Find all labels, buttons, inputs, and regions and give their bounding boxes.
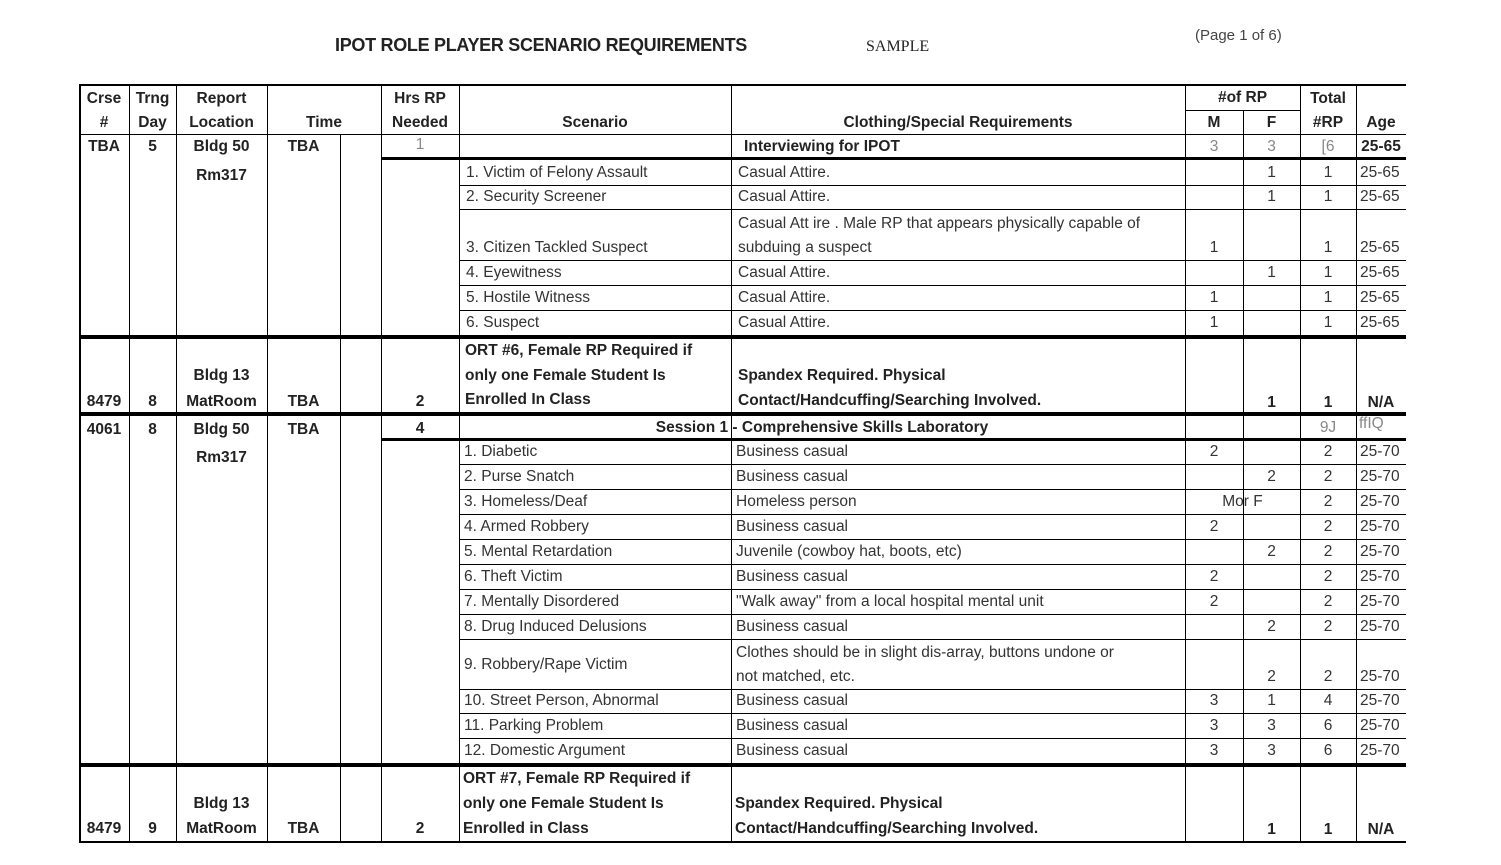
scenario-name: 12. Domestic Argument: [464, 742, 626, 759]
clothing-requirement: Casual Attire.: [738, 264, 831, 281]
scenario-name: 2. Security Screener: [466, 188, 607, 205]
clothing-requirement: Casual Attire.: [738, 188, 831, 205]
crse-number: 4061: [86, 421, 122, 438]
header-report: Report: [196, 90, 247, 107]
clothing-requirement: Spandex Required. Physical: [738, 367, 946, 384]
male-count: 2: [1209, 593, 1219, 610]
female-count: 1: [1267, 821, 1276, 838]
block-divider: [79, 335, 1406, 339]
section-heading: Session 1 - Comprehensive Skills Laboratory: [655, 419, 989, 436]
age-range: 25-70: [1360, 543, 1400, 560]
clothing-requirement: Casual Attire.: [738, 164, 831, 181]
scenario-name: only one Female Student Is: [465, 367, 666, 384]
age-range: 25-70: [1360, 668, 1400, 685]
total-count: 1: [1323, 289, 1333, 306]
table-bottom-border: [79, 841, 1406, 843]
scenario-name: 2. Purse Snatch: [464, 468, 575, 485]
report-location: Bldg 50: [193, 421, 250, 438]
sample-label: SAMPLE: [866, 38, 930, 55]
male-count: 3: [1209, 692, 1219, 709]
section-heading: Interviewing for IPOT: [744, 138, 900, 155]
male-count: 2: [1209, 518, 1219, 535]
row-divider: [459, 209, 1406, 210]
age-range: 25-70: [1360, 593, 1400, 610]
age-range: N/A: [1367, 394, 1395, 411]
block-divider: [79, 763, 1406, 767]
hours-needed: 4: [415, 420, 425, 437]
heading-total: [6: [1321, 138, 1335, 155]
male-count: 1: [1209, 314, 1219, 331]
report-room: Rm317: [196, 167, 247, 184]
age-range: 25-70: [1360, 468, 1400, 485]
age-range: 25-70: [1360, 742, 1400, 759]
report-location: Bldg 50: [193, 138, 250, 155]
clothing-requirement: Clothes should be in slight dis-array, buttons undone or: [736, 644, 1114, 661]
column-line: [381, 84, 382, 843]
clothing-requirement: Business casual: [736, 692, 849, 709]
scenario-name: 4. Eyewitness: [466, 264, 562, 281]
male-count: 1: [1209, 289, 1219, 306]
age-range: 25-65: [1360, 239, 1400, 256]
training-day: 8: [148, 421, 157, 438]
age-range: N/A: [1367, 821, 1395, 838]
female-count: 2: [1267, 618, 1276, 635]
scenario-name: 9. Robbery/Rape Victim: [464, 656, 628, 673]
header-location: Location: [189, 114, 254, 131]
clothing-requirement: Casual Attire.: [738, 314, 831, 331]
age-range: 25-65: [1360, 188, 1400, 205]
age-range: 25-70: [1360, 443, 1400, 460]
section-heading-rule: [381, 157, 1406, 160]
scenario-name: 11. Parking Problem: [464, 717, 604, 734]
heading-age: ffIQ: [1359, 415, 1384, 432]
sex-either: Mor F: [1222, 493, 1263, 510]
total-count: 4: [1323, 692, 1333, 709]
scenario-name: 4. Armed Robbery: [464, 518, 589, 535]
female-count: 2: [1267, 543, 1276, 560]
total-count: 1: [1323, 164, 1333, 181]
total-count: 1: [1323, 264, 1333, 281]
female-count: 1: [1267, 394, 1276, 411]
header-m: M: [1207, 114, 1221, 131]
header-total-rp: #RP: [1312, 114, 1344, 131]
row-divider: [459, 639, 1406, 640]
table-left-border: [79, 84, 81, 843]
heading-total: 9J: [1319, 419, 1337, 436]
female-count: 1: [1267, 692, 1276, 709]
crse-number: 8479: [86, 393, 122, 410]
clothing-requirement: Juvenile (cowboy hat, boots, etc): [736, 543, 962, 560]
header-hrs: Hrs RP: [394, 90, 446, 107]
report-location: Bldg 13: [193, 367, 250, 384]
total-count: 1: [1323, 314, 1333, 331]
clothing-requirement: Business casual: [736, 742, 849, 759]
scenario-name: 1. Diabetic: [464, 443, 538, 460]
total-count: 2: [1323, 668, 1333, 685]
clothing-requirement: Homeless person: [736, 493, 857, 510]
age-range: 25-70: [1360, 518, 1400, 535]
female-count: 1: [1267, 188, 1276, 205]
scenario-name: 5. Hostile Witness: [466, 289, 591, 306]
total-count: 2: [1323, 443, 1333, 460]
crse-number: 8479: [86, 820, 122, 837]
page-indicator: (Page 1 of 6): [1195, 27, 1282, 44]
training-day: 5: [148, 138, 157, 155]
time-value: TBA: [287, 421, 320, 438]
header-day: Day: [138, 114, 167, 131]
age-range: 25-70: [1360, 493, 1400, 510]
report-location: Bldg 13: [193, 795, 250, 812]
report-room: MatRoom: [186, 820, 257, 837]
total-count: 1: [1323, 188, 1333, 205]
heading-female-count: 3: [1267, 138, 1276, 155]
age-range: 25-65: [1360, 314, 1400, 331]
header-time: Time: [306, 114, 342, 131]
age-range: 25-70: [1360, 568, 1400, 585]
time-value: TBA: [287, 820, 320, 837]
clothing-requirement: "Walk away" from a local hospital mental unit: [736, 593, 1044, 610]
clothing-requirement: subduing a suspect: [738, 239, 872, 256]
scenario-name: 6. Suspect: [466, 314, 540, 331]
clothing-requirement: Casual Attire.: [738, 289, 831, 306]
header-rp: #of RP: [1217, 89, 1268, 106]
scenario-name: 1. Victim of Felony Assault: [466, 164, 648, 181]
female-count: 3: [1267, 717, 1276, 734]
scenario-name: 8. Drug Induced Delusions: [464, 618, 647, 635]
age-range: 25-70: [1360, 618, 1400, 635]
total-count: 2: [1323, 518, 1333, 535]
total-count: 2: [1323, 543, 1333, 560]
clothing-requirement: not matched, etc.: [736, 668, 855, 685]
scenario-name: 3. Citizen Tackled Suspect: [466, 239, 648, 256]
header-crse: Crse: [86, 90, 122, 107]
scenario-name: 5. Mental Retardation: [464, 543, 613, 560]
header-crse-hash: #: [99, 114, 109, 131]
column-line: [340, 134, 341, 843]
male-count: 3: [1209, 742, 1219, 759]
hours-needed: 2: [415, 393, 425, 410]
scenario-name: 6. Theft Victim: [464, 568, 563, 585]
document-title: IPOT ROLE PLAYER SCENARIO REQUIREMENTS: [335, 35, 747, 55]
report-room: MatRoom: [186, 393, 257, 410]
age-range: 25-70: [1360, 717, 1400, 734]
male-count: 2: [1209, 568, 1219, 585]
total-count: 2: [1323, 493, 1333, 510]
female-count: 2: [1267, 468, 1276, 485]
female-count: 3: [1267, 742, 1276, 759]
time-value: TBA: [287, 393, 320, 410]
total-count: 2: [1323, 468, 1333, 485]
scenario-name: only one Female Student Is: [463, 795, 664, 812]
scenario-name: Enrolled In Class: [465, 391, 591, 408]
age-range: 25-65: [1360, 164, 1400, 181]
scenario-name: 3. Homeless/Deaf: [464, 493, 588, 510]
header-f: F: [1266, 114, 1277, 131]
clothing-requirement: Contact/Handcuffing/Searching Involved.: [738, 392, 1042, 409]
female-count: 2: [1267, 668, 1276, 685]
scenario-name: 10. Street Person, Abnormal: [464, 692, 659, 709]
header-age: Age: [1366, 114, 1396, 131]
column-line: [267, 84, 268, 843]
clothing-requirement: Casual Att ire . Male RP that appears physically capable of: [738, 215, 1141, 232]
total-count: 6: [1323, 742, 1333, 759]
male-count: 2: [1209, 443, 1219, 460]
column-line: [129, 84, 130, 843]
clothing-requirement: Business casual: [736, 518, 849, 535]
age-range: 25-65: [1360, 289, 1400, 306]
header-needed: Needed: [392, 114, 448, 131]
total-count: 1: [1323, 821, 1333, 838]
total-count: 1: [1323, 239, 1333, 256]
scenario-name: ORT #6, Female RP Required if: [465, 342, 693, 359]
clothing-requirement: Business casual: [736, 568, 849, 585]
training-day: 8: [148, 393, 157, 410]
hours-needed: 2: [415, 820, 425, 837]
clothing-requirement: Business casual: [736, 618, 849, 635]
clothing-requirement: Spandex Required. Physical: [735, 795, 943, 812]
header-clothing: Clothing/Special Requirements: [843, 114, 1073, 131]
clothing-requirement: Business casual: [736, 443, 849, 460]
crse-number: TBA: [88, 138, 120, 155]
male-count: 3: [1209, 717, 1219, 734]
training-day: 9: [148, 820, 157, 837]
scenario-name: 7. Mentally Disordered: [464, 593, 620, 610]
header-trng: Trng: [135, 90, 170, 107]
hours-needed: 1: [415, 136, 425, 153]
time-value: TBA: [287, 138, 320, 155]
total-count: 2: [1323, 618, 1333, 635]
female-count: 1: [1267, 264, 1276, 281]
heading-age: 25-65: [1361, 138, 1401, 155]
scenario-name: ORT #7, Female RP Required if: [463, 770, 691, 787]
age-range: 25-70: [1360, 692, 1400, 709]
header-scenario: Scenario: [562, 114, 628, 131]
heading-male-count: 3: [1209, 138, 1219, 155]
total-count: 2: [1323, 593, 1333, 610]
clothing-requirement: Business casual: [736, 468, 849, 485]
clothing-requirement: Contact/Handcuffing/Searching Involved.: [735, 820, 1039, 837]
clothing-requirement: Business casual: [736, 717, 849, 734]
total-count: 2: [1323, 568, 1333, 585]
report-room: Rm317: [196, 449, 247, 466]
header-total: Total: [1310, 90, 1346, 107]
age-range: 25-65: [1360, 264, 1400, 281]
female-count: 1: [1267, 164, 1276, 181]
total-count: 1: [1323, 394, 1333, 411]
total-count: 6: [1323, 717, 1333, 734]
scenario-name: Enrolled in Class: [463, 820, 589, 837]
male-count: 1: [1209, 239, 1219, 256]
